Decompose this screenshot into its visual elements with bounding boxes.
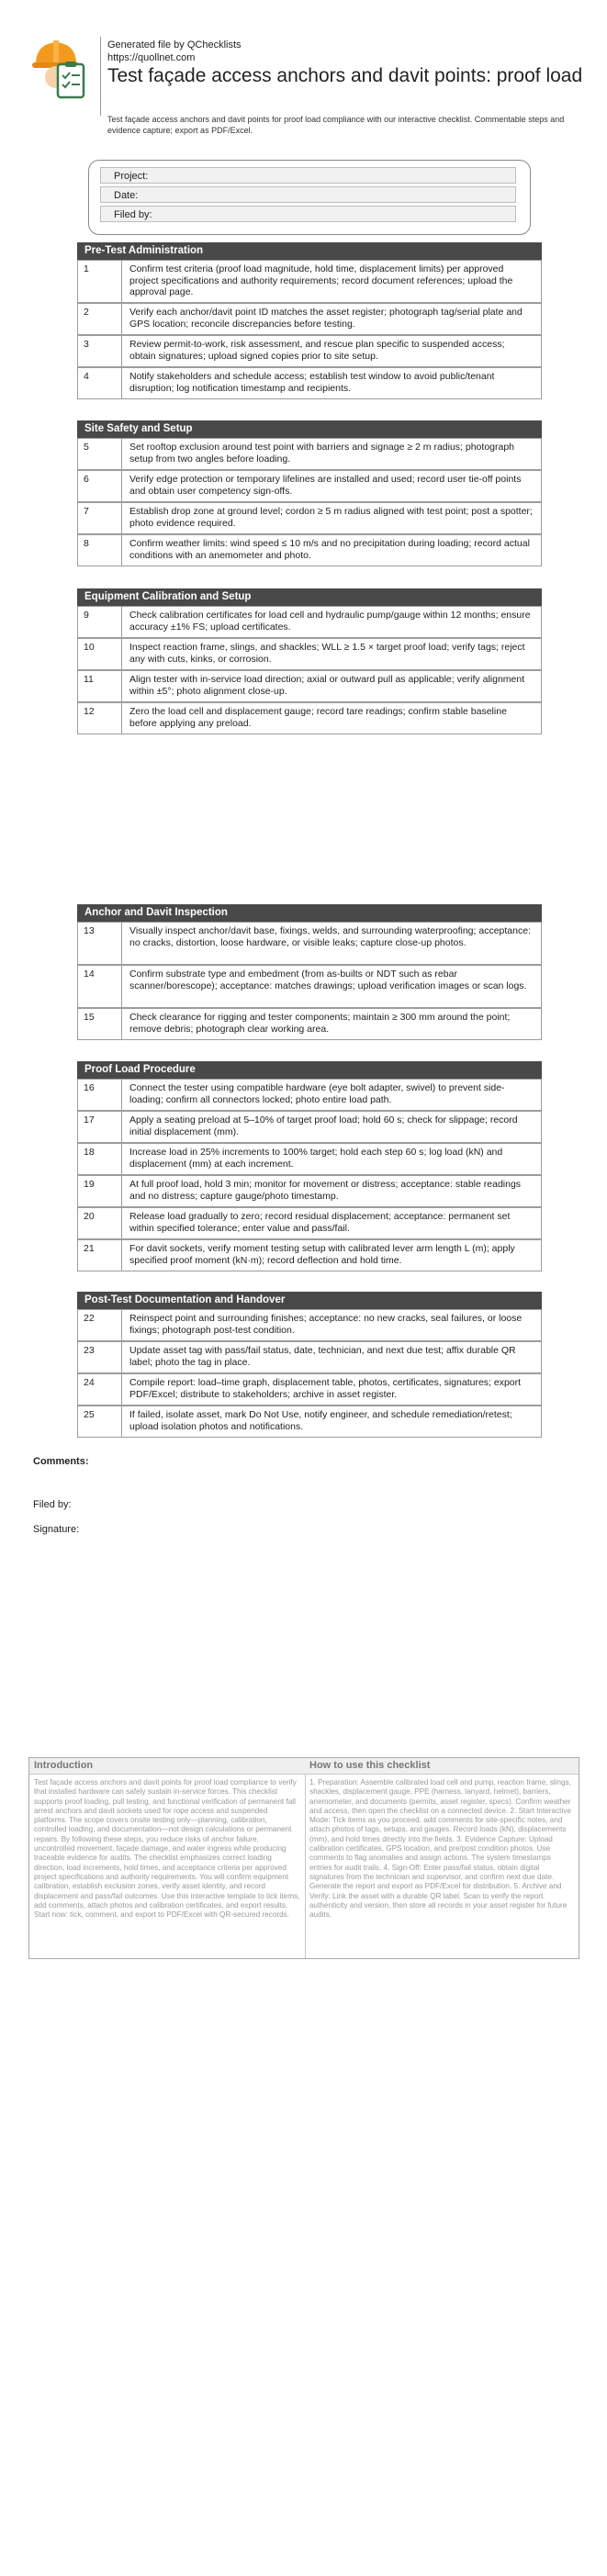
- footer-info-box: [28, 1757, 579, 1959]
- checklist-row[interactable]: [77, 702, 542, 734]
- checklist-row[interactable]: [77, 1309, 542, 1341]
- howto-text: 1. Preparation: Assemble calibrated load cell and pump, reaction frame, slings, shackles, displacement gauge, PPE (harness, lanyard, helmet), barriers, anemometer, and documents (permits, asset register, specs). Confirm weather and access, then open the checklist on a connected device. 2. Start Interactive Mode: Tick items as you proceed, add comments for site-specific notes, and attach photos of tags, setups, and gauges. Record loads (kN), displacements (mm), and hold times directly into the fields. 3. Evidence Capture: Upload calibration certificates, GPS location, and pre/post condition photos. Use comments to flag anomalies and assign actions. The system timestamps entries for audit trails. 4. Sign-Off: Enter pass/fail status, obtain digital signatures from the technician and supervisor, and confirm next due date. Generate the report and export as PDF/Excel for distribution. 5. Archive and Verify: Link the asset with a durable QR label. Scan to verify the report authenticity and version, then store all records in your asset register for future audits.: [309, 1778, 571, 1920]
- item-number: 5: [78, 439, 122, 469]
- checklist-row[interactable]: [77, 1079, 542, 1111]
- checklist-row[interactable]: [77, 965, 542, 1008]
- project-info-box: [88, 160, 531, 235]
- checklist-row[interactable]: [77, 1143, 542, 1175]
- item-text: Establish drop zone at ground level; cordon ≥ 5 m radius aligned with test point; post a spotter; photo evidence required.: [129, 506, 533, 529]
- checklist-row[interactable]: [77, 1341, 542, 1373]
- item-number: 9: [78, 607, 122, 637]
- item-text: Check calibration certificates for load cell and hydraulic pump/gauge within 12 months; ensure accuracy ±1% FS; upload certificates.: [129, 610, 531, 633]
- item-text: Connect the tester using compatible hardware (eye bolt adapter, swivel) to prevent side-loading; confirm all connectors locked; photo entire load path.: [129, 1082, 505, 1105]
- checklist-row[interactable]: [77, 1239, 542, 1271]
- howto-heading: How to use this checklist: [305, 1758, 579, 1775]
- page-description: Test façade access anchors and davit points for proof load compliance with our interactive checklist. Commentable steps and evidence capture; export as PDF/Excel.: [107, 115, 565, 135]
- item-text: If failed, isolate asset, mark Do Not Use, notify engineer, and schedule remediation/retest; upload isolation photos and notifications.: [129, 1409, 512, 1432]
- checklist-row[interactable]: [77, 470, 542, 502]
- project-field[interactable]: Project:: [100, 167, 516, 184]
- item-text: Verify each anchor/davit point ID matches the asset register; photograph tag/serial plate and GPS location; reconcile discrepancies before testing.: [129, 307, 523, 330]
- item-text: Release load gradually to zero; record residual displacement; acceptance: permanent set within specified tolerance; enter value and pass/fail.: [129, 1211, 511, 1234]
- item-number: 19: [78, 1176, 122, 1206]
- site-url[interactable]: https://quollnet.com: [107, 52, 196, 63]
- item-number: 16: [78, 1080, 122, 1110]
- filed-by-label: Filed by:: [33, 1499, 72, 1510]
- item-number: 2: [78, 304, 122, 334]
- checklist-row[interactable]: [77, 1175, 542, 1207]
- section-header-equipment: Equipment Calibration and Setup: [77, 588, 542, 606]
- checklist-row[interactable]: [77, 922, 542, 965]
- checklist-row[interactable]: [77, 260, 542, 303]
- item-text: Update asset tag with pass/fail status, date, technician, and next due test; affix durable QR label; photo the tag in place.: [129, 1345, 516, 1368]
- item-number: 14: [78, 966, 122, 1007]
- item-number: 25: [78, 1406, 122, 1437]
- item-number: 12: [78, 703, 122, 734]
- introduction-text: Test façade access anchors and davit points for proof load compliance to verify that installed hardware can safely sustain in-service forces. This checklist supports proof loading, pull testing, and functional verification of permanent fall arrest anchors and davit sockets used for rope access and suspended platforms. The scope covers onsite testing only—planning, calibration, controlled loading, and documentation—not design calculations or permanent repairs. By following these steps, you reduce risks of anchor failure, uncontrolled movement, façade damage, and water ingress while producing traceable evidence for audits. The checklist emphasizes correct loading direction, load increments, hold times, and acceptance criteria per approved project specifications and authority requirements. You will confirm equipment calibration, establish exclusion zones, verify asset identity, and record displacement and pass/fail outcomes. Use this interactive template to tick items, add comments, attach photos and calibration certificates, and export results. Start now: tick, comment, and export to PDF/Excel with QR-secured records.: [34, 1778, 300, 1920]
- item-number: 23: [78, 1342, 122, 1372]
- item-number: 18: [78, 1144, 122, 1174]
- comments-label: Comments:: [33, 1456, 89, 1467]
- howto-column: [305, 1758, 579, 1958]
- item-text: Check clearance for rigging and tester components; maintain ≥ 300 mm around the point; remove debris; photograph clear working area.: [129, 1012, 511, 1035]
- filed-by-field[interactable]: Filed by:: [100, 206, 516, 222]
- item-number: 13: [78, 923, 122, 964]
- item-number: 7: [78, 503, 122, 533]
- item-text: Inspect reaction frame, slings, and shackles; WLL ≥ 1.5 × target proof load; verify tags; reject any with cuts, kinks, or corrosion.: [129, 642, 525, 665]
- item-text: Verify edge protection or temporary lifelines are installed and used; record user tie-off points and obtain user competency sign-offs.: [129, 474, 522, 497]
- item-number: 10: [78, 639, 122, 669]
- item-number: 8: [78, 535, 122, 566]
- item-text: Compile report: load–time graph, displacement table, photos, certificates, signatures; export PDF/Excel; distribute to stakeholders; archive in asset register.: [129, 1377, 522, 1400]
- item-number: 21: [78, 1240, 122, 1271]
- item-text: Increase load in 25% increments to 100% target; hold each step 60 s; log load (kN) and displacement (mm) at each increment.: [129, 1147, 503, 1170]
- item-number: 1: [78, 261, 122, 302]
- checklist-row[interactable]: [77, 1406, 542, 1438]
- item-text: Confirm test criteria (proof load magnitude, hold time, displacement limits) per approved project specifications and authority requirements; record document references; upload the approval page.: [129, 263, 513, 298]
- item-text: Review permit-to-work, risk assessment, and rescue plan specific to suspended access; obtain signatures; upload signed copies prior to site setup.: [129, 339, 505, 362]
- item-text: Zero the load cell and displacement gauge; record tare readings; confirm stable baseline before applying any preload.: [129, 706, 507, 729]
- section-header-inspection: Anchor and Davit Inspection: [77, 904, 542, 922]
- item-number: 15: [78, 1009, 122, 1039]
- item-number: 20: [78, 1208, 122, 1238]
- checklist-row[interactable]: [77, 606, 542, 638]
- signature-label: Signature:: [33, 1524, 80, 1535]
- checklist-row[interactable]: [77, 1373, 542, 1406]
- checklist-row[interactable]: [77, 1111, 542, 1143]
- checklist-row[interactable]: [77, 502, 542, 534]
- item-number: 6: [78, 471, 122, 501]
- section-header-proof-load: Proof Load Procedure: [77, 1061, 542, 1079]
- header-divider: [100, 37, 101, 116]
- item-text: Align tester with in-service load direction; axial or outward pull as applicable; verify alignment within ±5°; photo alignment close-up.: [129, 674, 525, 697]
- item-text: For davit sockets, verify moment testing setup with calibrated lever arm length L (m); apply specified proof moment (kN·m); record deflection and hold time.: [129, 1243, 515, 1266]
- item-text: Visually inspect anchor/davit base, fixings, welds, and surrounding waterproofing; acceptance: no cracks, distortion, loose hardware, or visible leaks; capture close-up photos.: [129, 925, 531, 948]
- item-text: Set rooftop exclusion around test point with barriers and signage ≥ 2 m radius; photograph setup from two angles before loading.: [129, 442, 515, 465]
- section-header-post-test: Post-Test Documentation and Handover: [77, 1292, 542, 1309]
- page-title: Test façade access anchors and davit points: proof load: [107, 65, 583, 86]
- section-header-site-safety: Site Safety and Setup: [77, 420, 542, 438]
- checklist-row[interactable]: [77, 1008, 542, 1040]
- item-number: 11: [78, 671, 122, 701]
- item-number: 4: [78, 368, 122, 398]
- checklist-row[interactable]: [77, 670, 542, 702]
- generated-by: Generated file by QChecklists: [107, 39, 242, 50]
- qchecklists-logo: [30, 37, 91, 101]
- introduction-column: [29, 1758, 306, 1958]
- item-text: Apply a seating preload at 5–10% of target proof load; hold 60 s; check for slippage; record initial displacement (mm).: [129, 1114, 518, 1137]
- checklist-row[interactable]: [77, 335, 542, 367]
- item-number: 22: [78, 1310, 122, 1340]
- section-header-pre-test: Pre-Test Administration: [77, 242, 542, 260]
- date-field[interactable]: Date:: [100, 186, 516, 203]
- item-number: 17: [78, 1112, 122, 1142]
- item-text: Confirm substrate type and embedment (from as-builts or NDT such as rebar scanner/borescope); acceptance: matches drawings; upload verification images or scan logs.: [129, 969, 527, 991]
- item-text: At full proof load, hold 3 min; monitor for movement or distress; acceptance: stable readings and no distress; capture gauge/photo timestamp.: [129, 1179, 522, 1202]
- introduction-heading: Introduction: [29, 1758, 305, 1775]
- checklist-row[interactable]: [77, 367, 542, 399]
- checklist-row[interactable]: [77, 638, 542, 670]
- checklist-row[interactable]: [77, 534, 542, 566]
- checklist-row[interactable]: [77, 438, 542, 470]
- item-number: 3: [78, 336, 122, 366]
- item-text: Reinspect point and surrounding finishes; acceptance: no new cracks, seal failures, or loose fixings; photograph post-test condition.: [129, 1313, 523, 1336]
- item-text: Confirm weather limits: wind speed ≤ 10 m/s and no precipitation during loading; record actual conditions with an anemometer and photo.: [129, 538, 530, 561]
- item-number: 24: [78, 1374, 122, 1405]
- checklist-row[interactable]: [77, 1207, 542, 1239]
- item-text: Notify stakeholders and schedule access; establish test window to avoid public/tenant disruption; log notification timestamp and recipients.: [129, 371, 495, 394]
- checklist-row[interactable]: [77, 303, 542, 335]
